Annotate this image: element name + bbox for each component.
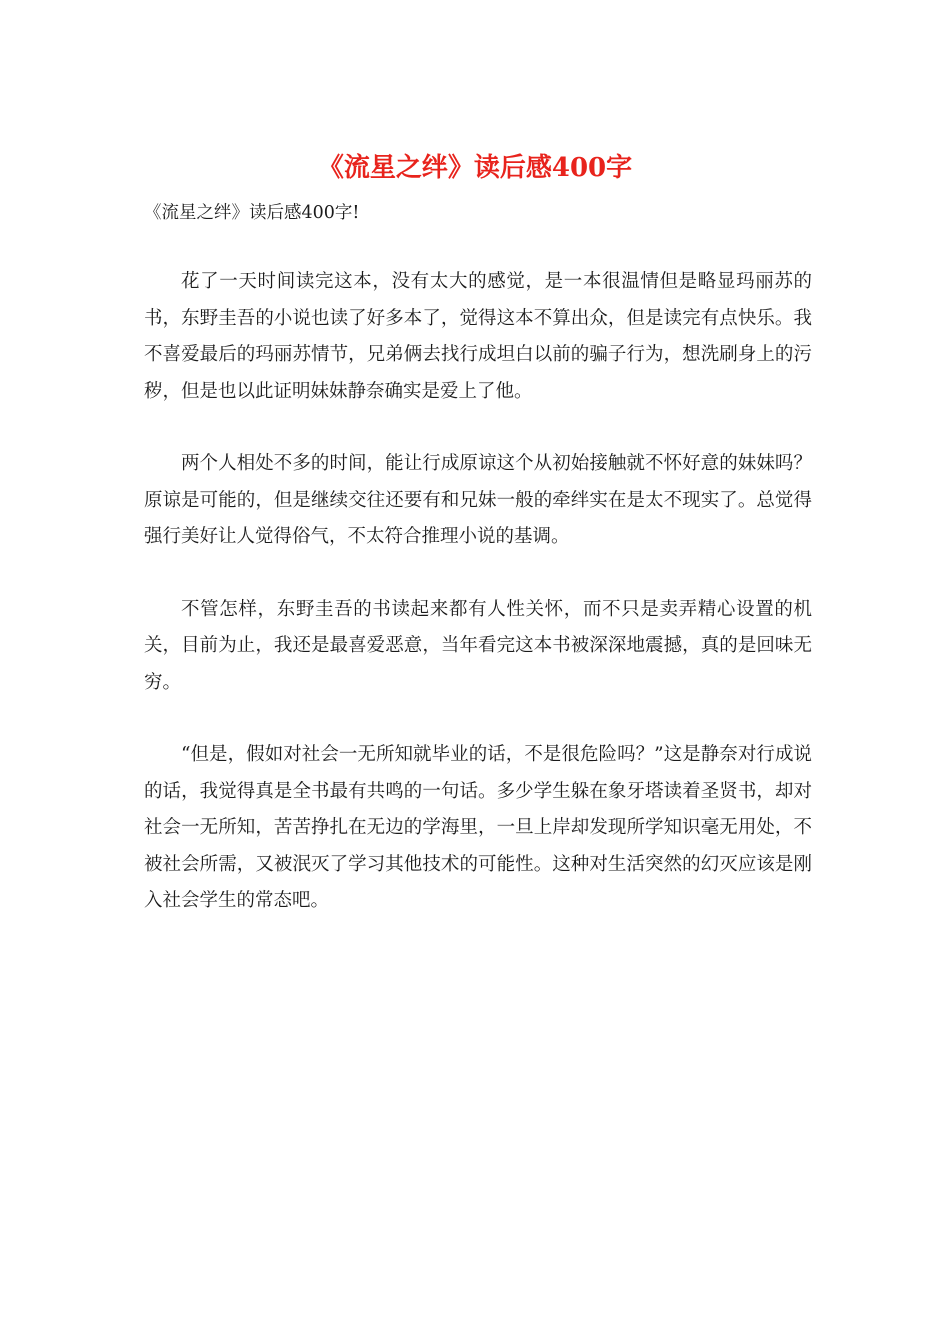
paragraph-3: 不管怎样，东野圭吾的书读起来都有人性关怀，而不只是卖弄精心设置的机关，目前为止，我还是最喜爱恶意，当年看完这本书被深深地震撼，真的是回味无穷。 (144, 598, 812, 693)
document-subtitle: 《流星之绊》读后感400字! (144, 203, 360, 223)
paragraph-4: “但是，假如对社会一无所知就毕业的话，不是很危险吗？”这是静奈对行成说的话，我觉得真是全书最有共鸣的一句话。多少学生躲在象牙塔读着圣贤书，却对社会一无所知，苦苦挣扎在无边的学海里，一旦上岸却发现所学知识毫无用处，不被社会所需，又被泯灭了学习其他技术的可能性。这种对生活突然的幻灭应该是刚入社会学生的常态吧。 (144, 744, 812, 911)
document-body (144, 264, 812, 956)
paragraph-2: 两个人相处不多的时间，能让行成原谅这个从初始接触就不怀好意的妹妹吗？原谅是可能的，但是继续交往还要有和兄妹一般的牵绊实在是太不现实了。总觉得强行美好让人觉得俗气，不太符合推理小说的基调。 (144, 453, 812, 547)
paragraph-1: 花了一天时间读完这本，没有太大的感觉，是一本很温情但是略显玛丽苏的书，东野圭吾的小说也读了好多本了，觉得这本不算出众，但是读完有点快乐。我不喜爱最后的玛丽苏情节，兄弟俩去找行成坦白以前的骗子行为，想洗刷身上的污秽，但是也以此证明妹妹静奈确实是爱上了他。 (144, 271, 812, 402)
page-title: 《流星之绊》读后感400字 (317, 153, 633, 183)
